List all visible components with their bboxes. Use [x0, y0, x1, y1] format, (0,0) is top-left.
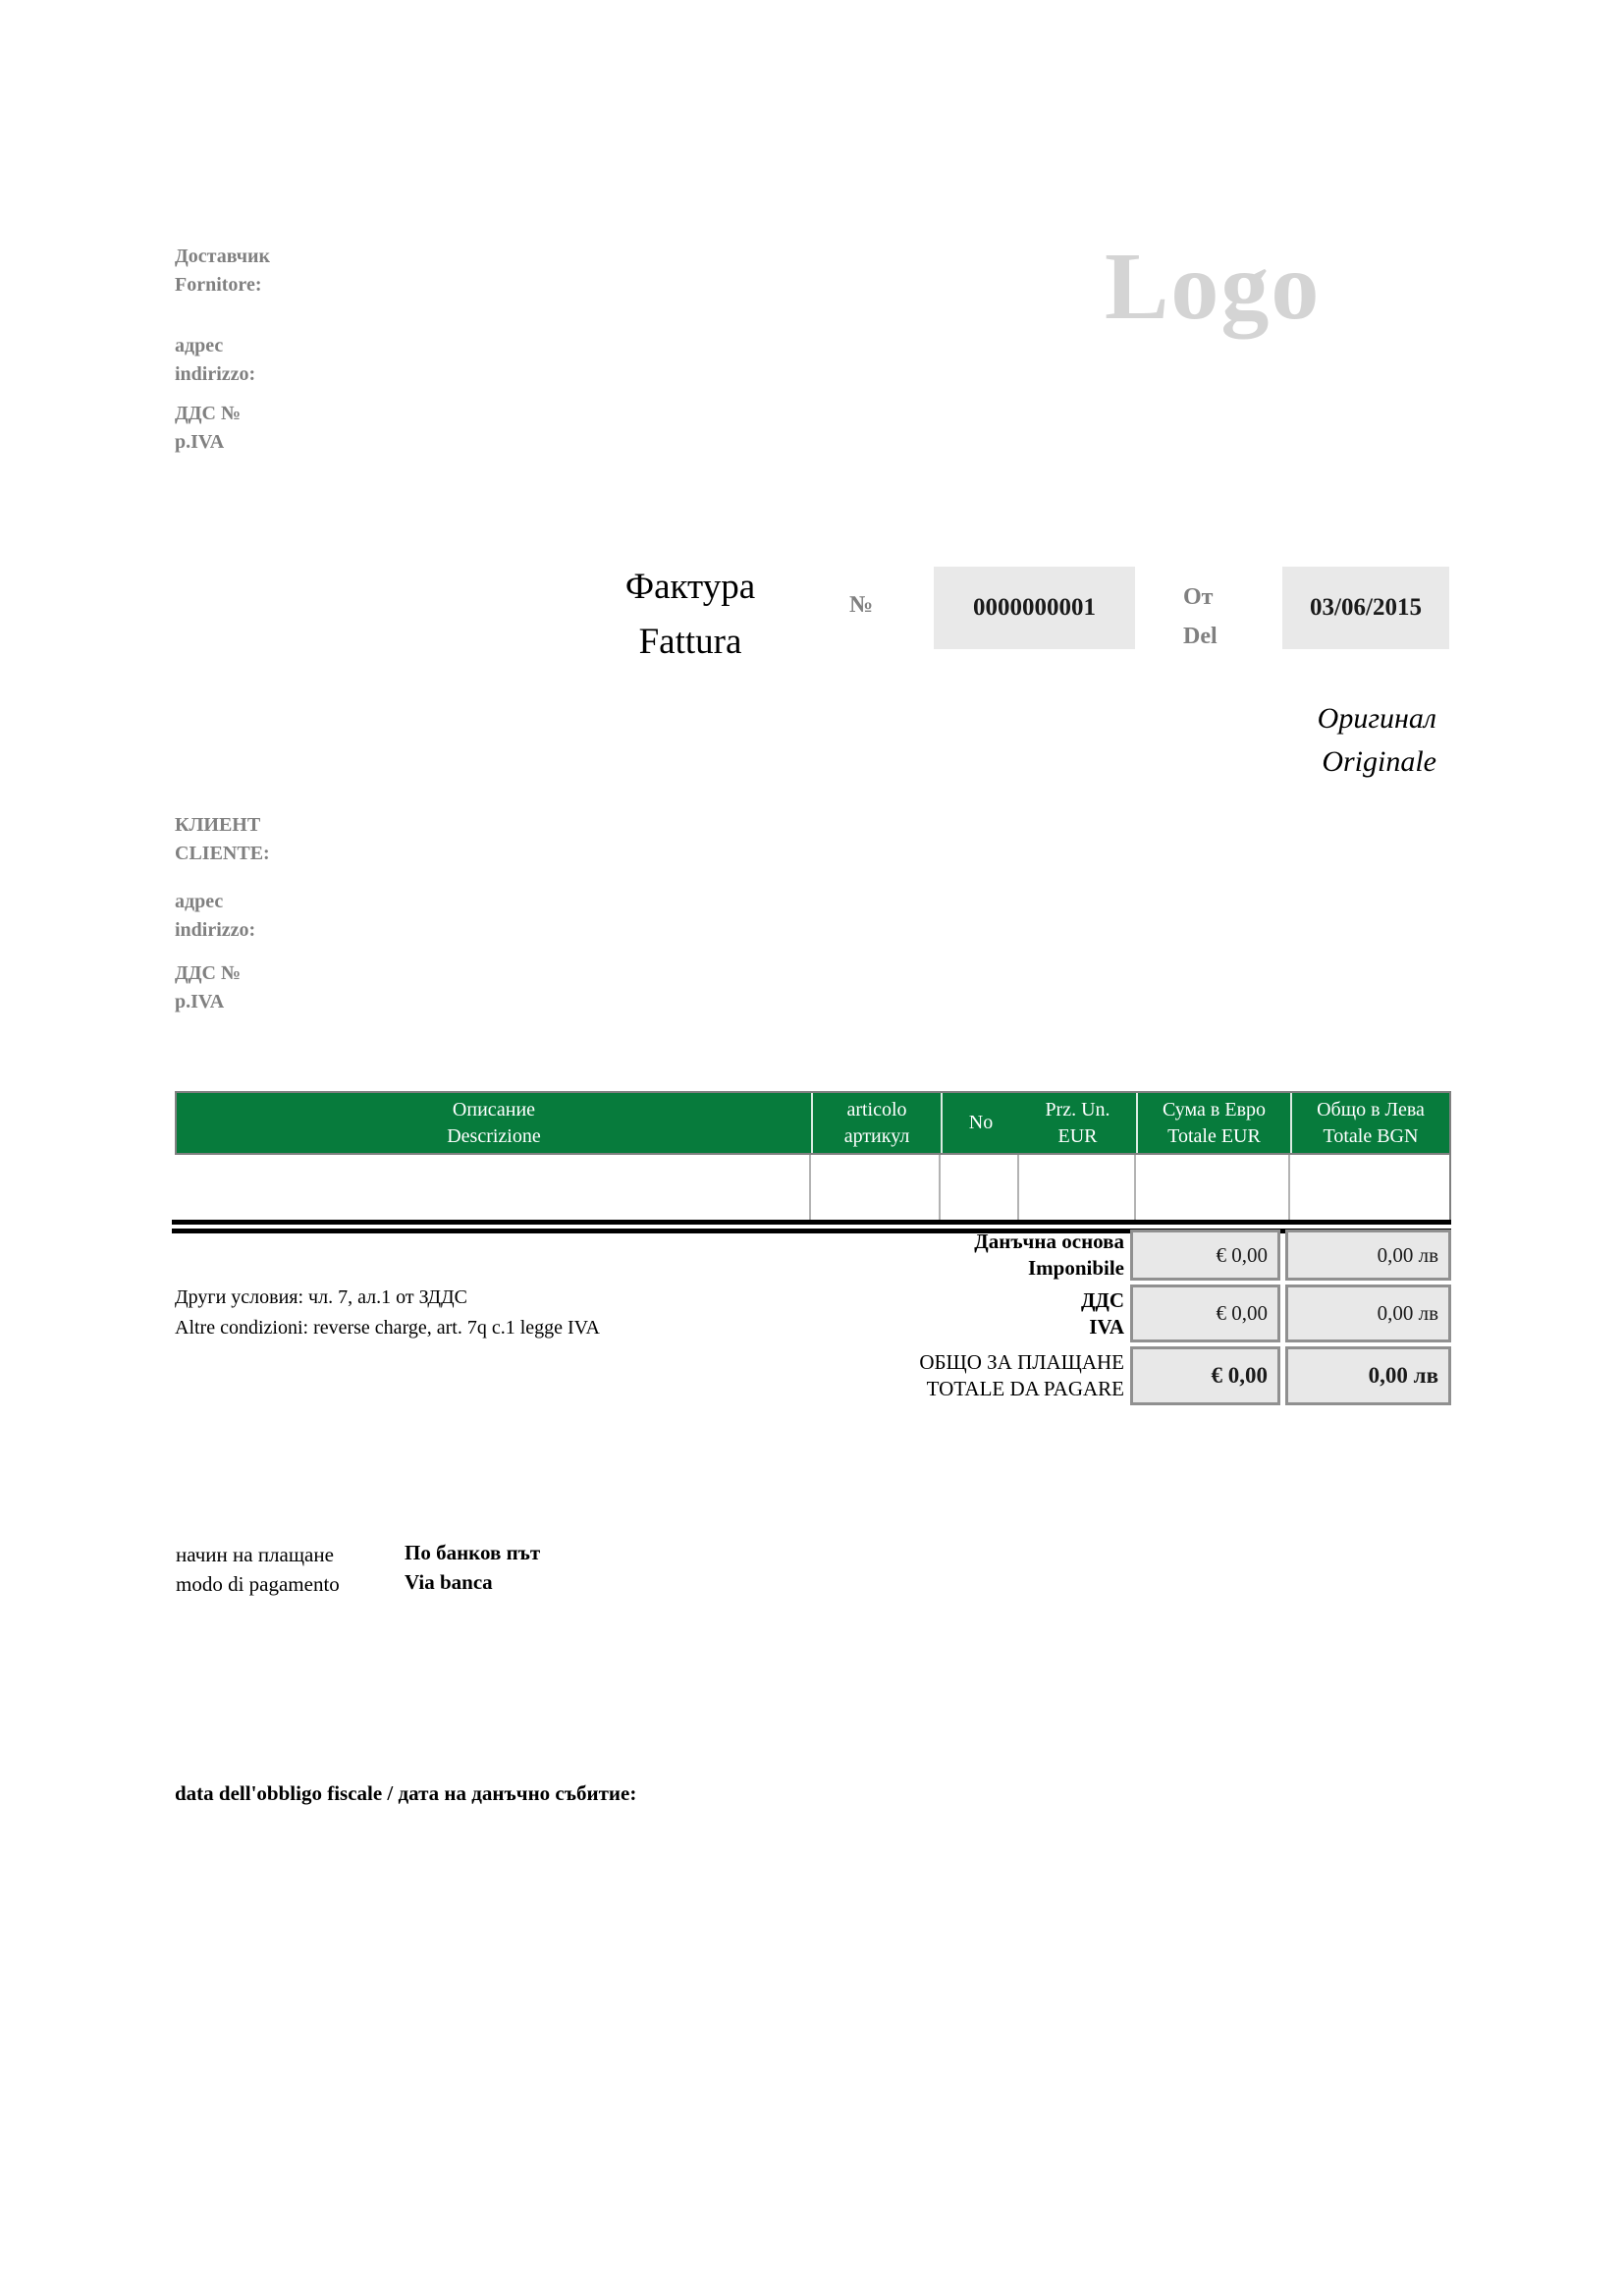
invoice-date-label-it: Del: [1183, 624, 1218, 649]
total-due-label: ОБЩО ЗА ПЛАЩАНЕ TOTALE DA PAGARE: [919, 1350, 1124, 1400]
invoice-date-label-bg: От: [1183, 584, 1214, 610]
cell-no: [939, 1155, 1017, 1220]
cell-total-bgn: [1288, 1155, 1449, 1220]
logo-placeholder: Logo: [1105, 234, 1322, 340]
client-vat-bg: ДДС №: [175, 962, 242, 984]
vat-label: ДДС IVA: [1080, 1287, 1124, 1339]
client-address-label: [175, 888, 255, 945]
invoice-date-field: 03/06/2015: [1282, 567, 1449, 649]
supplier-label-it: Fornitore:: [175, 274, 262, 296]
client-address-bg: адрес: [175, 891, 224, 912]
cell-unit-price: [1017, 1155, 1134, 1220]
column-header-no: No: [941, 1093, 1019, 1153]
vat-bgn-field: 0,00 лв: [1285, 1285, 1451, 1342]
cell-articolo: [809, 1155, 939, 1220]
total-due-eur-field: € 0,00: [1130, 1346, 1280, 1405]
client-label-bg: КЛИЕНТ: [175, 814, 261, 836]
column-header-unit-price: Prz. Un. EUR: [1045, 1098, 1110, 1147]
client-vat-label: [175, 959, 241, 1016]
supplier-label-bg: Доставчик: [175, 246, 271, 267]
column-header-articolo: articolo артикул: [811, 1093, 941, 1153]
invoice-number-field: 0000000001: [934, 567, 1135, 649]
column-header-total-eur: Сума в Евро Totale EUR: [1136, 1093, 1290, 1153]
fiscal-event-label: data dell'obbligo fiscale / дата на данъчно събитие:: [175, 1781, 637, 1805]
payment-method-label: начин на плащане modo di pagamento: [176, 1543, 340, 1596]
vat-eur-field: € 0,00: [1130, 1285, 1280, 1342]
cell-total-eur: [1134, 1155, 1288, 1220]
cell-description: [175, 1155, 809, 1220]
column-header-description: Описание Descrizione: [447, 1098, 541, 1147]
original-marker-it: Originale: [1322, 745, 1436, 778]
invoice-title-it: Fattura: [638, 622, 742, 662]
client-label: [175, 811, 270, 868]
client-address-it: indirizzo:: [175, 919, 256, 941]
payment-method-value: По банков път Via banca: [405, 1541, 541, 1594]
taxable-base-eur-field: € 0,00: [1130, 1230, 1280, 1281]
invoice-title: [543, 560, 838, 670]
supplier-vat-bg: ДДС №: [175, 403, 242, 424]
taxable-base-bgn-field: 0,00 лв: [1285, 1230, 1451, 1281]
client-label-it: CLIENTE:: [175, 843, 270, 864]
items-table-header: [175, 1091, 1451, 1155]
client-vat-it: p.IVA: [175, 991, 225, 1012]
supplier-address-bg: адрес: [175, 335, 224, 356]
column-header-total-bgn: Общо в Лева Totale BGN: [1290, 1093, 1449, 1153]
total-due-bgn-field: 0,00 лв: [1285, 1346, 1451, 1405]
table-row: [175, 1155, 1451, 1220]
supplier-label: [175, 243, 270, 300]
supplier-address-it: indirizzo:: [175, 363, 256, 385]
invoice-number-label: №: [849, 592, 874, 618]
original-marker: [1318, 697, 1436, 784]
supplier-vat-it: p.IVA: [175, 431, 225, 453]
invoice-title-bg: Фактура: [624, 567, 756, 607]
original-marker-bg: Оригинал: [1317, 702, 1436, 735]
other-conditions-note: Други условия: чл. 7, ал.1 от ЗДДС Altre condizioni: reverse charge, art. 7q c.1 legge IVA: [175, 1286, 600, 1339]
invoice-date-label: [1183, 577, 1218, 656]
taxable-base-label: Данъчна основа Imponibile: [974, 1230, 1124, 1280]
supplier-vat-label: [175, 400, 241, 457]
supplier-address-label: [175, 332, 255, 389]
